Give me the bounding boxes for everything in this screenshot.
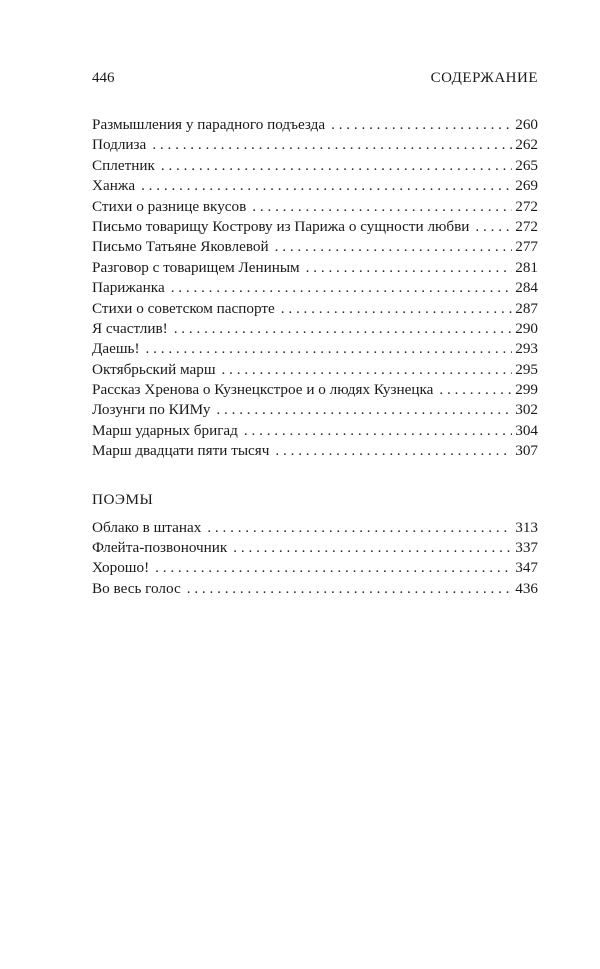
toc-entry (92, 538, 538, 558)
dot-leader (152, 135, 512, 155)
toc-entry (92, 518, 538, 538)
toc-entry-page: 436 (515, 579, 538, 597)
toc-section-list (92, 518, 538, 600)
dot-leader (281, 299, 512, 319)
toc-entry-page: 299 (515, 381, 538, 399)
dot-leader (216, 400, 512, 420)
toc-entry-title: Хорошо! (92, 559, 150, 577)
toc-entry-title: Ханжа (92, 177, 136, 195)
section-heading-poems: ПОЭМЫ (92, 490, 154, 508)
dot-leader (161, 156, 512, 176)
toc-entry (92, 319, 538, 339)
running-title: СОДЕРЖАНИЕ (430, 70, 538, 86)
toc-entry (92, 558, 538, 578)
toc-entry-page: 347 (515, 559, 538, 577)
toc-entry-page: 265 (515, 156, 538, 174)
dot-leader (155, 558, 512, 578)
toc-entry-page: 304 (515, 421, 538, 439)
toc-entry-page: 295 (515, 360, 538, 378)
toc-entry-page: 260 (515, 116, 538, 133)
dot-leader (306, 258, 513, 278)
dot-leader (171, 278, 513, 298)
toc-entry-title: Стихи о разнице вкусов (92, 197, 247, 215)
dot-leader (222, 360, 513, 380)
toc-entry (92, 380, 538, 400)
toc-entry-page: 277 (515, 238, 538, 256)
toc-entry-page: 269 (515, 177, 538, 195)
page-number: 446 (92, 70, 115, 86)
toc-entry (92, 421, 538, 441)
toc-entry-title: Во весь голос (92, 579, 181, 597)
dot-leader (244, 421, 512, 441)
toc-entry-page: 302 (515, 401, 538, 419)
toc-entry-title: Письмо товарищу Кострову из Парижа о сущности любви (92, 217, 470, 235)
toc-entry-page: 290 (515, 319, 538, 337)
toc-entry-title: Облако в штанах (92, 518, 202, 536)
toc-entry (92, 299, 538, 319)
toc-entry-title: Октябрьский марш (92, 360, 216, 378)
toc-entry-title: Флейта-позвоночник (92, 539, 228, 557)
toc-entry-title: Рассказ Хренова о Кузнецкстрое и о людях Кузнецка (92, 381, 434, 399)
dot-leader (207, 518, 512, 538)
toc-entry (92, 217, 538, 237)
dot-leader (252, 197, 512, 217)
toc-entry-page: 281 (515, 258, 538, 276)
toc-entry-title: Парижанка (92, 279, 165, 297)
toc-entry-page: 337 (515, 539, 538, 557)
toc-entry-page: 262 (515, 136, 538, 154)
dot-leader (275, 441, 512, 461)
dot-leader (187, 579, 512, 599)
toc-entry-page: 284 (515, 279, 538, 297)
toc-entry (92, 441, 538, 461)
toc-entry-title: Марш ударных бригад (92, 421, 238, 439)
toc-entry (92, 115, 538, 135)
toc-entry-page: 293 (515, 340, 538, 358)
toc-entry-page: 272 (515, 197, 538, 215)
toc-entry-title: Размышления у парадного подъезда (92, 116, 326, 133)
table-of-contents (92, 115, 538, 599)
dot-leader (146, 339, 513, 359)
dot-leader (174, 319, 513, 339)
toc-entry-title: Марш двадцати пяти тысяч (92, 442, 270, 460)
toc-entry-title: Я счастлив! (92, 319, 168, 337)
dot-leader (233, 538, 512, 558)
dot-leader (331, 115, 512, 135)
toc-entry-page: 313 (515, 518, 538, 536)
toc-entry (92, 258, 538, 278)
toc-entry-title: Разговор с товарищем Лениным (92, 258, 300, 276)
toc-entry-title: Подлиза (92, 136, 147, 154)
toc-entry (92, 339, 538, 359)
toc-entry (92, 156, 538, 176)
toc-entry-title: Даешь! (92, 340, 140, 358)
toc-entry-title: Письмо Татьяне Яковлевой (92, 238, 269, 256)
toc-entry-page: 287 (515, 299, 538, 317)
toc-entry (92, 400, 538, 420)
dot-leader (475, 217, 512, 237)
dot-leader (275, 237, 513, 257)
dot-leader (439, 380, 512, 400)
toc-entry-page: 307 (515, 442, 538, 460)
toc-entry (92, 579, 538, 599)
dot-leader (141, 176, 512, 196)
toc-list (92, 115, 538, 462)
toc-entry-title: Стихи о советском паспорте (92, 299, 275, 317)
toc-entry (92, 237, 538, 257)
toc-entry-page: 272 (515, 217, 538, 235)
toc-entry (92, 135, 538, 155)
toc-entry-title: Сплетник (92, 156, 155, 174)
toc-entry (92, 197, 538, 217)
toc-entry (92, 278, 538, 298)
toc-entry (92, 176, 538, 196)
toc-entry (92, 360, 538, 380)
running-head (92, 70, 538, 92)
toc-entry-title: Лозунги по КИМу (92, 401, 211, 419)
